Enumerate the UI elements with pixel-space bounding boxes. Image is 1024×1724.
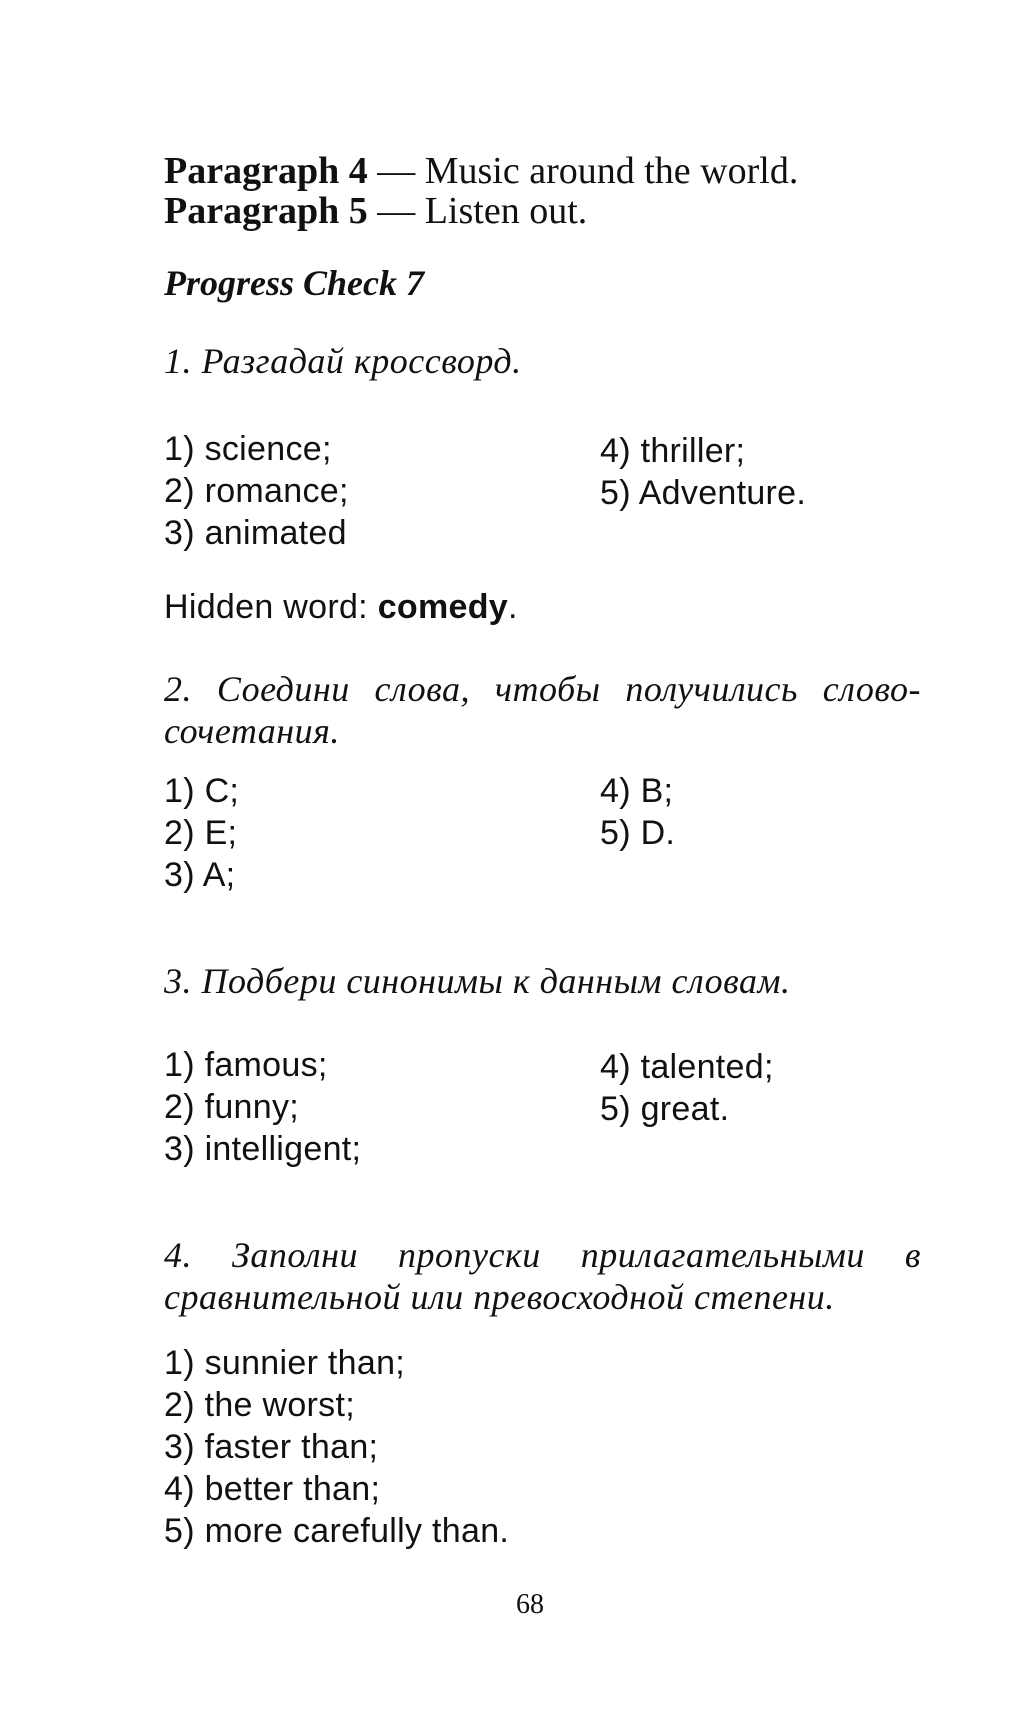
task-3-item-3: 3) intelligent; [164,1130,362,1168]
task-1-item-1: 1) science; [164,430,332,468]
task-4-item-5: 5) more carefully than. [164,1512,510,1550]
task-4-item-4: 4) better than; [164,1470,381,1508]
task-3-item-4: 4) talented; [600,1048,774,1086]
paragraph-5-dash: — [367,190,425,232]
task-2-item-5: 5) D. [600,814,676,852]
task-2-instruction-line-1: 2. Соедини слова, чтобы получились слово- [164,669,921,709]
hidden-word-prefix: Hidden word: [164,588,378,626]
paragraph-4-line [164,150,798,192]
task-4-instruction-line-1: 4. Заполни пропуски прилагательными в [164,1235,921,1275]
task-4-item-1: 1) sunnier than; [164,1344,406,1382]
task-1-item-2: 2) romance; [164,472,349,510]
hidden-word-suffix: . [507,588,518,626]
task-1-hidden-word-line [164,586,518,628]
section-title: Progress Check 7 [164,263,424,303]
task-1-instruction: 1. Разгадай кроссворд. [164,341,522,381]
task-4-item-2: 2) the worst; [164,1386,355,1424]
hidden-word: comedy [377,588,508,626]
task-1-item-4: 4) thriller; [600,432,746,470]
task-2-item-4: 4) B; [600,772,674,810]
paragraph-4-text: Music around the world. [424,150,799,192]
task-3-item-1: 1) famous; [164,1046,328,1084]
task-1-item-5: 5) Adventure. [600,474,807,512]
task-3-item-5: 5) great. [600,1090,730,1128]
task-2-item-1: 1) C; [164,772,240,810]
paragraph-5-text: Listen out. [424,190,588,232]
task-3-item-2: 2) funny; [164,1088,299,1126]
paragraph-4-dash: — [367,150,425,192]
paragraph-5-line [164,190,587,232]
task-2-item-3: 3) A; [164,856,236,894]
page-number: 68 [516,1589,544,1620]
paragraph-4-label: Paragraph 4 [164,150,368,192]
task-2-item-2: 2) E; [164,814,238,852]
task-4-instruction-line-2: сравнительной или превосходной степени. [164,1277,835,1317]
task-4-item-3: 3) faster than; [164,1428,379,1466]
paragraph-5-label: Paragraph 5 [164,190,368,232]
task-2-instruction-line-2: сочетания. [164,711,340,751]
task-1-item-3: 3) animated [164,514,347,552]
task-3-instruction: 3. Подбери синонимы к данным словам. [164,961,791,1001]
